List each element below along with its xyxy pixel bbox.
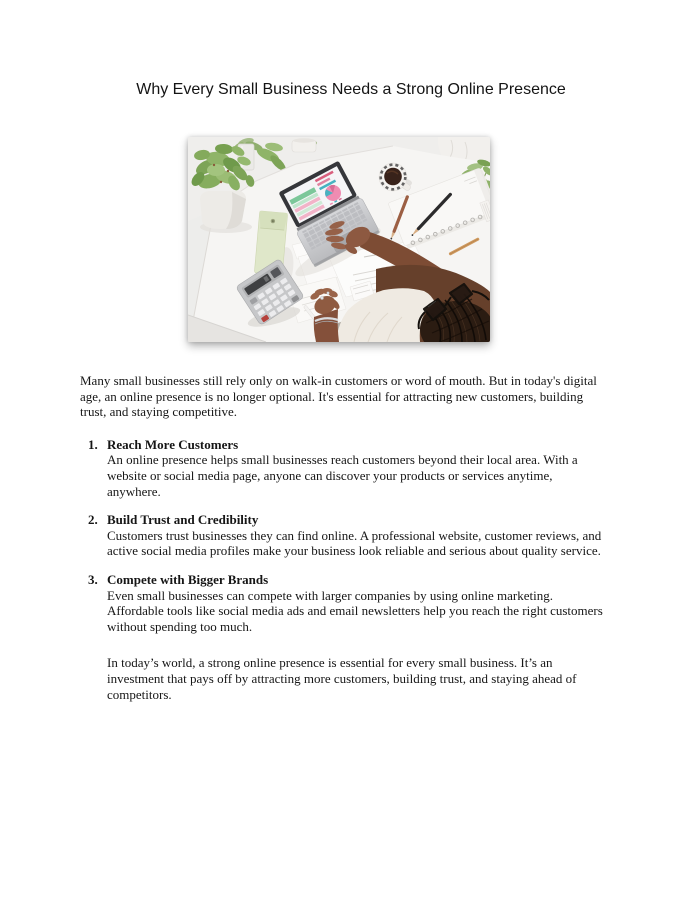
ring — [327, 292, 330, 295]
item-number: 2. — [88, 512, 98, 528]
item-heading: Build Trust and Credibility — [107, 512, 259, 528]
item-body: An online presence helps small businesses reach customers beyond their local area. With a website or social media page, anyone can discover your products or services anytime, anywhere. — [107, 452, 578, 499]
item-number: 1. — [88, 436, 98, 452]
item-number: 3. — [88, 571, 98, 587]
numbered-list — [80, 437, 622, 635]
item-body: Customers trust businesses they can find online. A professional website, customer reviews, and active social media profiles make your business look reliable and serious about quality service. — [107, 527, 602, 559]
intro-paragraph: Many small businesses still rely only on walk-in customers or word of mouth. But in today's digital age, an online presence is no longer optional. It's essential for attracting new customers, building trust, and staying competitive. — [80, 373, 597, 420]
small-white-pot — [292, 138, 317, 152]
item-body: Even small businesses can compete with larger companies by using online marketing. Affordable tools like social media ads and email newsletters help you reach the right customers without spending too much. — [107, 587, 603, 634]
item-heading: Compete with Bigger Brands — [107, 571, 269, 587]
page-title: Why Every Small Business Needs a Strong Online Presence — [136, 81, 566, 98]
desk-scene-illustration — [188, 137, 490, 342]
list-item-2 — [80, 512, 622, 559]
closing-paragraph: In today’s world, a strong online presence is essential for every small business. It’s an investment that pays off by attracting more customers, building trust, and staying ahead of competitors. — [107, 655, 577, 702]
list-item-3 — [80, 572, 622, 634]
item-heading: Reach More Customers — [107, 436, 239, 452]
list-item-1 — [80, 437, 622, 499]
article-image — [188, 137, 490, 342]
ring — [320, 296, 323, 299]
